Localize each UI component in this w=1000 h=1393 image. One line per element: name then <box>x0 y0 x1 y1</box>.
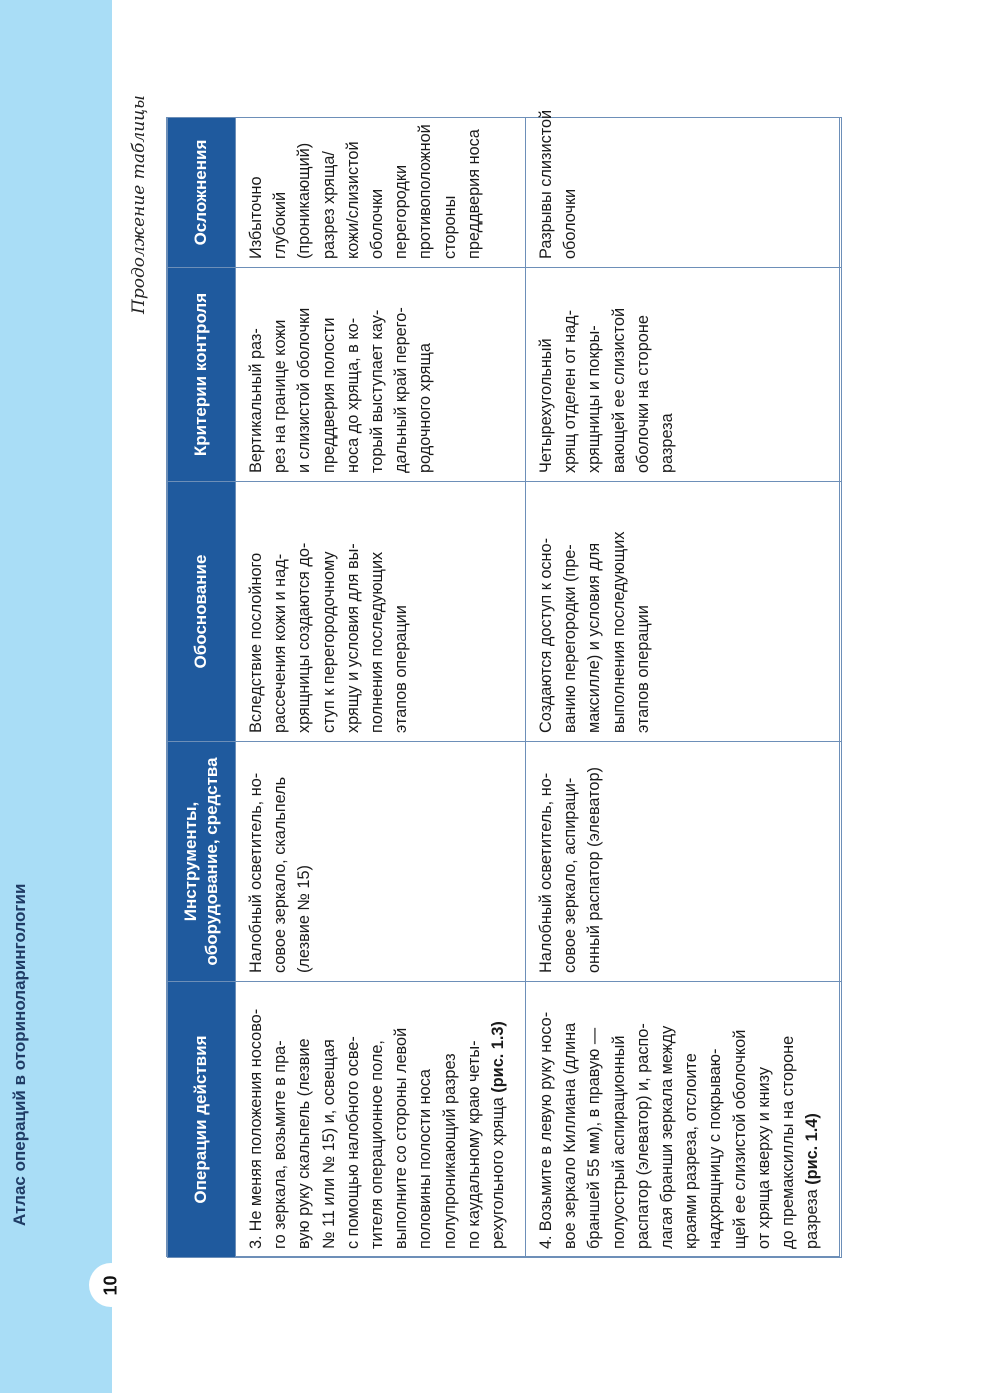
page-number-text: 10 <box>100 1274 121 1296</box>
table-row <box>236 118 526 1258</box>
text-line: щей ее слизистой оболочкой <box>730 1029 749 1249</box>
text-line: Налобный осветитель, но- <box>537 772 555 973</box>
step-number: 4. <box>537 1235 555 1249</box>
text-line: лагая бранши зеркала между <box>658 1025 677 1249</box>
text-line: го зеркала, возьмите в пра- <box>271 1040 290 1249</box>
text-line: Вследствие послойного <box>247 552 265 733</box>
text-line: краями разреза, отслоите <box>682 1053 701 1249</box>
table-header-row <box>168 118 236 1258</box>
text-line: носа до хряща, в ко- <box>343 317 362 473</box>
procedure-table <box>167 109 842 1258</box>
text-line: тителя операционное поле, <box>368 1040 387 1249</box>
cell-rationale <box>236 482 526 742</box>
table-continuation-label: Продолжение таблицы <box>129 95 149 314</box>
text-line: полуострый аспирационный <box>609 1035 628 1249</box>
page-number <box>89 1263 133 1307</box>
text-line: разреза <box>658 413 677 473</box>
text-line: полнения последующих <box>368 551 387 733</box>
figure-reference: (рис. 1.3) <box>489 1021 508 1093</box>
text-line: Четырехугольный <box>537 338 555 473</box>
col-header-criteria: Критерии контроля <box>168 268 236 482</box>
text-line: родочного хряща <box>416 343 435 473</box>
text-line: глубокий <box>271 191 290 259</box>
text-line: максилле) и условия для <box>585 542 604 733</box>
text-line: кожи/слизистой <box>343 141 362 259</box>
cell-instruments <box>526 742 842 982</box>
col-header-complications: Осложнения <box>168 118 236 268</box>
text-line: преддверия носа <box>464 129 483 259</box>
col-header-actions: Операции действия <box>168 982 236 1258</box>
text-line: онный распатор (элеватор) <box>585 767 604 973</box>
cell-action <box>526 982 842 1258</box>
text-line: ванию перегородки (пре- <box>561 544 580 733</box>
figure-reference: (рис. 1.4) <box>803 1113 822 1185</box>
text-line: выполните со стороны левой <box>392 1027 411 1249</box>
text-line: этапов операции <box>633 605 652 733</box>
text-line: выполнения последующих <box>609 531 628 733</box>
col-header-rationale: Обоснование <box>168 482 236 742</box>
text-line: вую руку скальпель (лезвие <box>295 1038 314 1249</box>
text-line: № 11 или № 15) и, освещая <box>319 1039 338 1249</box>
text-line: половины полости носа <box>416 1069 435 1249</box>
text-line: хрящницы и покры- <box>585 325 604 473</box>
text-line: вое зеркало Киллиана (длина <box>561 1022 580 1249</box>
text-line: браншей 55 мм), в правую — <box>585 1027 604 1249</box>
text-line: полупроникающий разрез <box>440 1053 459 1249</box>
text-line: Налобный осветитель, но- <box>247 772 265 973</box>
text-line: (лезвие № 15) <box>295 865 314 973</box>
text-line: Избыточно <box>247 176 265 259</box>
text-line: совое зеркало, скальпель <box>271 776 290 973</box>
text-line: оболочки <box>368 188 387 259</box>
cell-complications <box>526 109 842 268</box>
text-line: от хряща кверху и книзу <box>754 1066 773 1249</box>
cell-action <box>236 982 526 1258</box>
text-line: и слизистой оболочки <box>295 307 314 473</box>
text-line: разреза <box>803 1189 822 1249</box>
text-line: Возьмите в левую руку носо- <box>537 1011 555 1232</box>
text-line: хрящ отделен от над- <box>561 309 580 473</box>
cell-instruments <box>236 742 526 982</box>
text-line: стороны <box>440 195 459 259</box>
text-line: хрящницы создаются до- <box>295 542 314 733</box>
cell-criteria <box>526 268 842 482</box>
text-line: вающей ее слизистой <box>609 307 628 473</box>
procedure-table-frame <box>166 109 840 1257</box>
text-line: разрез хряща/ <box>319 151 338 259</box>
text-line: дальный край перего- <box>392 307 411 473</box>
text-line: до премаксиллы на стороне <box>779 1035 798 1249</box>
text-line: противоположной <box>416 124 435 259</box>
cell-criteria <box>236 268 526 482</box>
running-title: Атлас операций в оториноларингологии <box>10 883 29 1226</box>
text-line: рассечения кожи и над- <box>271 553 290 733</box>
text-line: рехугольного хряща <box>489 1097 508 1249</box>
text-line: преддверия полости <box>319 317 338 473</box>
text-line: перегородки <box>392 164 411 259</box>
cell-rationale <box>526 482 842 742</box>
text-line: ступ к перегородочному <box>319 551 338 733</box>
text-line: рез на границе кожи <box>271 319 290 473</box>
text-line: совое зеркало, аспираци- <box>561 777 580 973</box>
text-line: распатор (элеватор) и, распо- <box>633 1023 652 1249</box>
text-line: Разрывы слизистой <box>537 109 555 259</box>
cell-complications <box>236 118 526 268</box>
step-number: 3. <box>247 1235 265 1249</box>
text-line: хрящу и условия для вы- <box>343 543 362 733</box>
text-line: этапов операции <box>392 605 411 733</box>
text-line: Не меняя положения носово- <box>247 1008 265 1232</box>
text-line: оболочки <box>561 188 580 259</box>
col-header-instruments: Инструменты, оборудование, средства <box>168 742 236 982</box>
text-line: (проникающий) <box>295 142 314 259</box>
table-row <box>526 118 842 1258</box>
text-line: оболочки на стороне <box>633 315 652 473</box>
text-line: Создаются доступ к осно- <box>537 537 555 733</box>
text-line: по каудальному краю четы- <box>464 1040 483 1249</box>
text-line: Вертикальный раз- <box>247 328 265 473</box>
text-line: надхрящницу с покрываю- <box>706 1048 725 1249</box>
text-line: с помощью налобного осве- <box>343 1036 362 1249</box>
text-line: торый выступает кау- <box>368 309 387 473</box>
